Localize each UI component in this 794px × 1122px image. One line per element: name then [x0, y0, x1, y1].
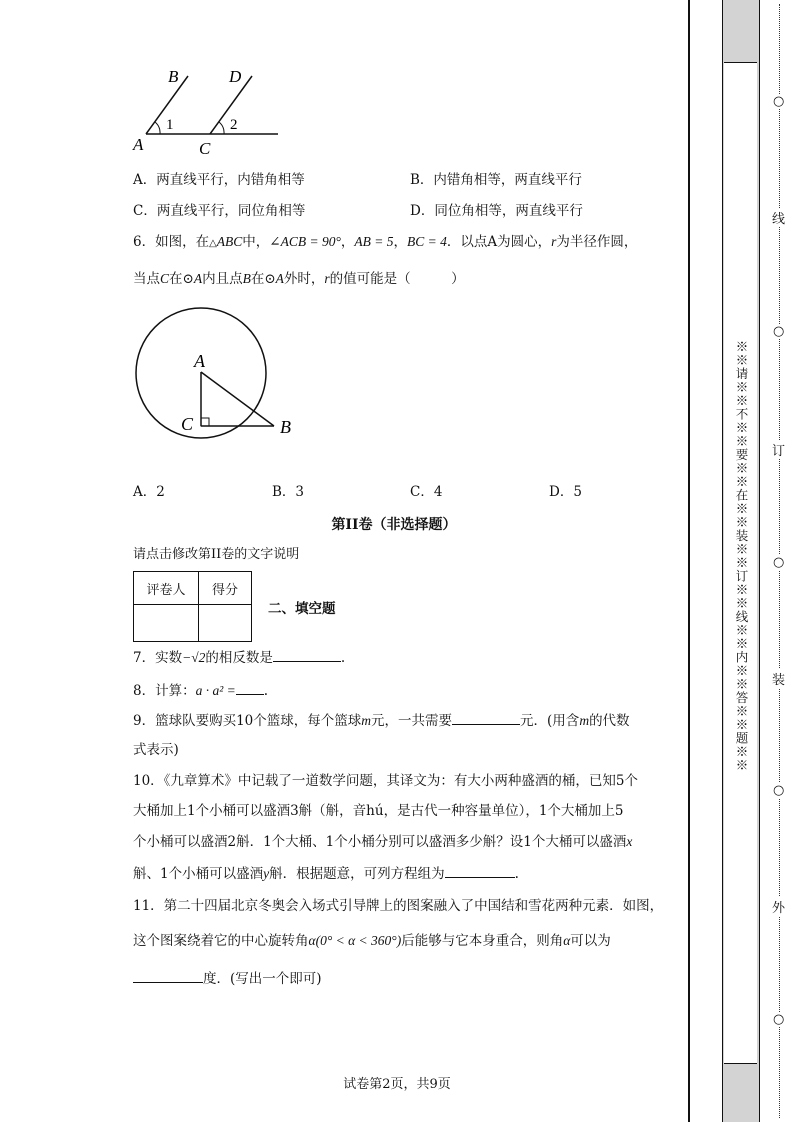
q9-answer-blank[interactable]: [452, 711, 520, 725]
score-table: [133, 571, 252, 642]
section-fill-blank: 二、填空题: [268, 601, 336, 617]
binding-circle-2: ○: [773, 324, 785, 339]
q6-line1: 6．如图，在△ABC中，∠ACB = 90°，AB = 5，BC = 4．以点A为圆心，r为半径作圆，: [133, 234, 638, 250]
q11-line2: 这个图案绕着它的中心旋转角α(0° < α < 360°)后能够与它本身重合，则角α可以为: [133, 933, 611, 949]
q5-option-b: B．内错角相等，两直线平行: [410, 172, 582, 188]
binding-zhuang: 装: [772, 669, 785, 688]
label-2: 2: [230, 117, 238, 133]
q6-option-b: B．3: [272, 484, 305, 500]
q6-option-d: D．5: [549, 484, 582, 500]
q6-option-a: A．2: [133, 484, 165, 500]
binding-ding: 订: [772, 440, 785, 459]
q11-answer-blank[interactable]: [133, 969, 203, 983]
label-c: C: [199, 139, 211, 158]
binding-xian: 线: [772, 208, 785, 227]
q9-line2: 式表示): [133, 742, 179, 758]
binding-warning: ※※请※※不※※要※※在※※装※※订※※线※※内※※答※※题※※: [734, 340, 749, 772]
reviewer-header: 评卷人: [134, 572, 199, 605]
label-d: D: [229, 67, 242, 86]
binding-circle-1: ○: [773, 94, 785, 109]
label-1: 1: [166, 117, 174, 133]
q6-option-c: C．4: [410, 484, 443, 500]
part2-title: 第II卷（非选择题）: [331, 517, 457, 533]
q11-line1: 11．第二十四届北京冬奥会入场式引导牌上的图案融入了中国结和雪花两种元素．如图，: [133, 898, 664, 914]
score-header: 得分: [199, 572, 252, 605]
label-c: C: [181, 414, 194, 434]
label-a: A: [133, 135, 144, 154]
q8: 8．计算：a · a² = .: [133, 683, 269, 699]
side-ab: [201, 372, 274, 426]
q5-option-d: D．同位角相等，两直线平行: [410, 203, 583, 219]
label-a: A: [194, 351, 205, 371]
q10-line2: 大桶加上1个小桶可以盛酒3斛（斛，音hú，是古代一种容量单位），1个大桶加上5: [133, 803, 624, 819]
score-cell[interactable]: [199, 605, 252, 642]
q7: 7．实数−√2的相反数是 .: [133, 650, 346, 666]
q11-line3: 度．(写出一个即可): [133, 969, 322, 988]
binding-circle-5: ○: [773, 1012, 785, 1027]
q10-line1: 10．《九章算术》中记载了一道数学问题，其译文为：有大小两种盛酒的桶，已知5个: [133, 773, 639, 789]
q10-line3: 个小桶可以盛酒2斛．1个大桶、1个小桶分别可以盛酒多少斛？设1个大桶可以盛酒x: [133, 834, 633, 850]
q10-line4: 斛、1个小桶可以盛酒y斛．根据题意，可列方程组为 .: [133, 866, 519, 882]
q9-line1: 9．篮球队要购买10个篮球，每个篮球m元，一共需要 元．(用含m的代数: [133, 713, 630, 729]
q10-answer-blank[interactable]: [445, 864, 515, 878]
binding-margin: [688, 0, 794, 1122]
binding-circle-4: ○: [773, 783, 785, 798]
right-angle-mark: [201, 418, 209, 426]
binding-left-border: [688, 0, 690, 1122]
reviewer-cell[interactable]: [134, 605, 199, 642]
label-b: B: [168, 67, 179, 86]
q8-answer-blank[interactable]: [236, 681, 264, 695]
q5-option-a: A．两直线平行，内错角相等: [133, 172, 305, 188]
q7-answer-blank[interactable]: [273, 648, 341, 662]
binding-circle-3: ○: [773, 555, 785, 570]
circle-triangle-figure: [130, 302, 310, 452]
q6-line2: 当点C在⊙A内且点B在⊙A外时，r的值可能是（ ）: [133, 271, 465, 287]
parallel-lines-figure: [130, 62, 290, 162]
page-footer: 试卷第2页，共9页: [343, 1077, 451, 1092]
label-b: B: [280, 417, 291, 437]
binding-wai: 外: [772, 897, 785, 916]
angle-1-arc: [155, 122, 160, 134]
q5-option-c: C．两直线平行，同位角相等: [133, 203, 306, 219]
angle-2-arc: [219, 122, 224, 134]
part2-note[interactable]: 请点击修改第II卷的文字说明: [133, 547, 300, 562]
